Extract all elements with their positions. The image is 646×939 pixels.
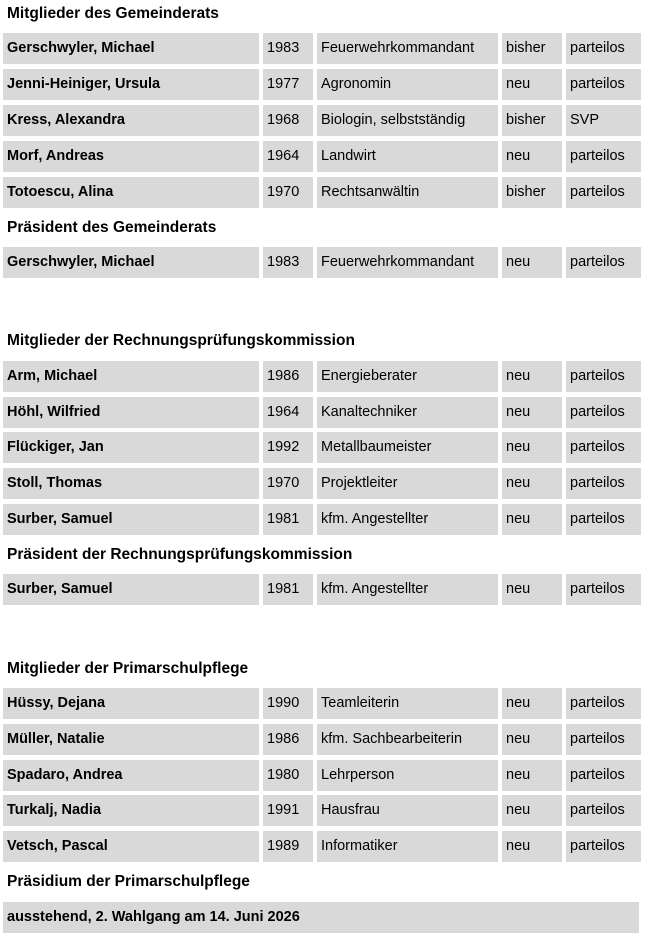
occupation: Agronomin	[317, 69, 498, 100]
party: parteilos	[566, 397, 641, 428]
occupation: kfm. Angestellter	[317, 504, 498, 535]
table-row	[0, 902, 646, 933]
table-row	[0, 795, 646, 826]
party: parteilos	[566, 504, 641, 535]
occupation: Informatiker	[317, 831, 498, 862]
table-row	[0, 574, 646, 605]
party: parteilos	[566, 760, 641, 791]
occupation: Rechtsanwältin	[317, 177, 498, 208]
section-heading-rpk: Mitglieder der Rechnungsprüfungskommission	[7, 332, 355, 349]
party: parteilos	[566, 33, 641, 64]
member-name: Stoll, Thomas	[3, 468, 259, 499]
status: neu	[502, 795, 562, 826]
table-row	[0, 468, 646, 499]
member-name: Müller, Natalie	[3, 724, 259, 755]
status: neu	[502, 361, 562, 392]
member-name: Spadaro, Andrea	[3, 760, 259, 791]
section-heading-praesident-rpk: Präsident der Rechnungsprüfungskommission	[7, 546, 353, 563]
party: parteilos	[566, 432, 641, 463]
party: parteilos	[566, 724, 641, 755]
table-row	[0, 831, 646, 862]
occupation: Feuerwehrkommandant	[317, 247, 498, 278]
status: neu	[502, 504, 562, 535]
pending-note: ausstehend, 2. Wahlgang am 14. Juni 2026	[3, 902, 639, 933]
occupation: kfm. Angestellter	[317, 574, 498, 605]
birth-year: 1970	[263, 177, 313, 208]
birth-year: 1980	[263, 760, 313, 791]
birth-year: 1983	[263, 247, 313, 278]
status: bisher	[502, 33, 562, 64]
member-name: Höhl, Wilfried	[3, 397, 259, 428]
occupation: Teamleiterin	[317, 688, 498, 719]
status: neu	[502, 724, 562, 755]
member-name: Morf, Andreas	[3, 141, 259, 172]
party: parteilos	[566, 831, 641, 862]
birth-year: 1990	[263, 688, 313, 719]
table-row	[0, 177, 646, 208]
table-row	[0, 247, 646, 278]
party: SVP	[566, 105, 641, 136]
status: neu	[502, 141, 562, 172]
occupation: Biologin, selbstständig	[317, 105, 498, 136]
occupation: Projektleiter	[317, 468, 498, 499]
occupation: Metallbaumeister	[317, 432, 498, 463]
birth-year: 1977	[263, 69, 313, 100]
member-name: Jenni-Heiniger, Ursula	[3, 69, 259, 100]
status: neu	[502, 432, 562, 463]
status: bisher	[502, 105, 562, 136]
status: neu	[502, 247, 562, 278]
section-heading-praesident-gemeinderat: Präsident des Gemeinderats	[7, 219, 217, 236]
birth-year: 1981	[263, 504, 313, 535]
status: neu	[502, 397, 562, 428]
birth-year: 1964	[263, 141, 313, 172]
table-row	[0, 69, 646, 100]
member-name: Arm, Michael	[3, 361, 259, 392]
party: parteilos	[566, 468, 641, 499]
table-row	[0, 432, 646, 463]
member-name: Gerschwyler, Michael	[3, 247, 259, 278]
member-name: Vetsch, Pascal	[3, 831, 259, 862]
member-name: Hüssy, Dejana	[3, 688, 259, 719]
table-row	[0, 33, 646, 64]
party: parteilos	[566, 361, 641, 392]
member-name: Flückiger, Jan	[3, 432, 259, 463]
member-name: Totoescu, Alina	[3, 177, 259, 208]
status: neu	[502, 468, 562, 499]
table-row	[0, 361, 646, 392]
occupation: Feuerwehrkommandant	[317, 33, 498, 64]
member-name: Kress, Alexandra	[3, 105, 259, 136]
birth-year: 1981	[263, 574, 313, 605]
birth-year: 1989	[263, 831, 313, 862]
table-row	[0, 760, 646, 791]
section-heading-praesidium-primarschulpflege: Präsidium der Primarschulpflege	[7, 873, 250, 890]
occupation: Hausfrau	[317, 795, 498, 826]
section-heading-primarschulpflege: Mitglieder der Primarschulpflege	[7, 660, 249, 677]
member-name: Turkalj, Nadia	[3, 795, 259, 826]
occupation: Lehrperson	[317, 760, 498, 791]
table-row	[0, 504, 646, 535]
status: neu	[502, 688, 562, 719]
occupation: kfm. Sachbearbeiterin	[317, 724, 498, 755]
status: neu	[502, 574, 562, 605]
birth-year: 1992	[263, 432, 313, 463]
status: bisher	[502, 177, 562, 208]
occupation: Energieberater	[317, 361, 498, 392]
table-row	[0, 105, 646, 136]
party: parteilos	[566, 795, 641, 826]
occupation: Kanaltechniker	[317, 397, 498, 428]
birth-year: 1983	[263, 33, 313, 64]
birth-year: 1970	[263, 468, 313, 499]
party: parteilos	[566, 177, 641, 208]
status: neu	[502, 760, 562, 791]
birth-year: 1991	[263, 795, 313, 826]
party: parteilos	[566, 688, 641, 719]
member-name: Surber, Samuel	[3, 504, 259, 535]
birth-year: 1964	[263, 397, 313, 428]
occupation: Landwirt	[317, 141, 498, 172]
status: neu	[502, 831, 562, 862]
table-row	[0, 688, 646, 719]
table-row	[0, 141, 646, 172]
birth-year: 1986	[263, 361, 313, 392]
party: parteilos	[566, 574, 641, 605]
section-heading-gemeinderat: Mitglieder des Gemeinderats	[7, 5, 219, 22]
member-name: Surber, Samuel	[3, 574, 259, 605]
member-name: Gerschwyler, Michael	[3, 33, 259, 64]
party: parteilos	[566, 141, 641, 172]
table-row	[0, 397, 646, 428]
birth-year: 1968	[263, 105, 313, 136]
party: parteilos	[566, 69, 641, 100]
status: neu	[502, 69, 562, 100]
table-row	[0, 724, 646, 755]
party: parteilos	[566, 247, 641, 278]
birth-year: 1986	[263, 724, 313, 755]
